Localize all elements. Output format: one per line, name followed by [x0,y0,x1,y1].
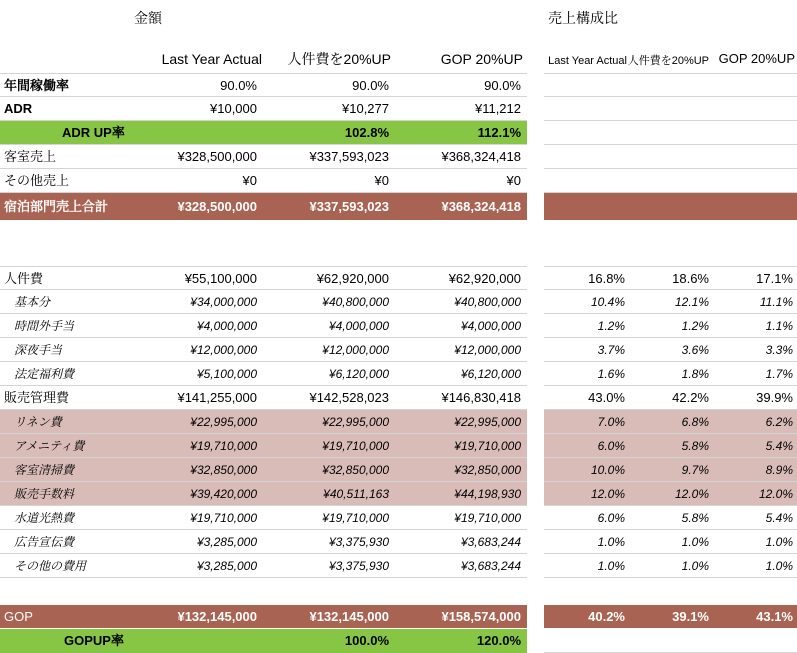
ratio-row-total-sales [544,193,797,220]
table-row-commission [0,482,527,506]
ratio-labor-up: 9.7% [681,463,709,477]
cell-labor-up: ¥10,277 [342,101,389,116]
cell-last-year: ¥55,100,000 [184,271,257,286]
row-label: 販売管理費 [4,390,70,405]
cell-labor-up: ¥3,375,930 [328,535,389,549]
ratio-row-labor [544,266,797,290]
cell-gop-up: 90.0% [484,78,521,93]
cell-labor-up: 102.8% [344,125,389,140]
cell-gop-up: ¥19,710,000 [454,511,521,525]
ratio-labor-up: 1.2% [681,319,709,333]
row-label: ADR UP率 [62,125,125,140]
row-label: 宿泊部門売上合計 [4,199,109,214]
cell-last-year: ¥12,000,000 [190,343,257,357]
ratio-gop-up: 1.1% [765,319,793,333]
row-label: 客室売上 [4,149,57,164]
row-label: 深夜手当 [14,343,63,357]
ratio-gop-up: 1.7% [765,367,793,381]
cell-gop-up: ¥146,830,418 [441,390,521,405]
ratio-last-year: 12.0% [590,487,625,501]
ratio-labor-up: 18.6% [672,271,709,286]
ratio-labor-up: 1.8% [681,367,709,381]
ratio-labor-up: 6.8% [681,415,709,429]
cell-gop-up: ¥62,920,000 [448,271,521,286]
row-label: その他売上 [4,173,70,188]
cell-gop-up: ¥11,212 [474,101,521,116]
ratio-last-year: 16.8% [588,271,625,286]
cell-labor-up: ¥337,593,023 [309,199,389,214]
cell-labor-up: ¥4,000,000 [328,319,389,333]
table-row-cleaning [0,458,527,482]
ratio-row-occupancy [544,73,797,97]
ratio-labor-up: 12.0% [674,487,709,501]
cell-labor-up: ¥132,145,000 [309,609,389,624]
cell-labor-up: ¥337,593,023 [309,149,389,164]
cell-labor-up: ¥40,511,163 [323,487,389,501]
cell-labor-up: ¥3,375,930 [328,559,389,573]
ratio-last-year: 1.0% [597,559,625,573]
ratio-gop-up: 17.1% [756,271,793,286]
ratio-last-year: 10.4% [590,295,625,309]
ratio-gop-up: 39.9% [756,390,793,405]
ratio-row-room-sales [544,145,797,169]
cell-labor-up: ¥62,920,000 [316,271,389,286]
table-row-base-pay [0,290,527,314]
cell-last-year: ¥141,255,000 [177,390,257,405]
table-row-gop [0,605,527,628]
col-header-gop-up: GOP 20%UP [440,51,523,67]
table-row-gop-up [0,629,527,653]
row-label: GOP [4,609,33,624]
cell-gop-up: ¥368,324,418 [441,199,521,214]
table-row-other-sales [0,169,527,193]
row-label: 時間外手当 [14,319,75,333]
table-row-occupancy [0,73,527,97]
cell-gop-up: ¥12,000,000 [454,343,521,357]
table-row-room-sales [0,145,527,169]
row-label: 年間稼働率 [4,78,70,93]
ratio-gop-up: 12.0% [758,487,793,501]
ratio-last-year: 10.0% [590,463,625,477]
cell-labor-up: ¥19,710,000 [322,511,389,525]
row-label: 販売手数料 [14,487,75,501]
table-row-utilities [0,506,527,530]
cell-gop-up: ¥158,574,000 [441,609,521,624]
ratio-gop-up: 6.2% [765,415,793,429]
ratio-row-sga [544,386,797,410]
cell-last-year: ¥132,145,000 [177,609,257,624]
ratio-last-year: 7.0% [597,415,625,429]
ratio-labor-up: 5.8% [681,439,709,453]
ratio-row-linen [544,410,797,434]
ratio-row-cleaning [544,458,797,482]
cell-labor-up: 100.0% [344,633,389,648]
row-label: ADR [4,101,33,116]
cell-labor-up: ¥142,528,023 [309,390,389,405]
table-row-overtime [0,314,527,338]
cell-gop-up: ¥3,683,244 [460,559,521,573]
ratio-gop-up: 43.1% [756,609,793,624]
ratio-labor-up: 12.1% [674,295,709,309]
cell-last-year: ¥39,420,000 [190,487,257,501]
cell-labor-up: 90.0% [352,78,389,93]
cell-gop-up: ¥368,324,418 [441,149,521,164]
cell-labor-up: ¥40,800,000 [322,295,389,309]
ratio-labor-up: 5.8% [681,511,709,525]
ratio-last-year: 6.0% [597,511,625,525]
ratio-labor-up: 42.2% [672,390,709,405]
ratio-row-night [544,338,797,362]
ratio-gop-up: 11.1% [759,295,793,309]
ratio-last-year: 43.0% [588,390,625,405]
cell-labor-up: ¥32,850,000 [322,463,389,477]
ratio-gop-up: 5.4% [765,439,793,453]
ratio-row-other-cost [544,554,797,578]
cell-last-year: ¥32,850,000 [190,463,257,477]
ratio-row-utilities [544,506,797,530]
cell-last-year: 90.0% [220,78,257,93]
ratio-last-year: 1.6% [597,367,625,381]
cell-last-year: ¥5,100,000 [196,367,257,381]
ratio-row-welfare [544,362,797,386]
ratio-last-year: 1.2% [597,319,625,333]
ratio-labor-up: 1.0% [681,535,709,549]
cell-gop-up: ¥32,850,000 [454,463,521,477]
ratio-row-commission [544,482,797,506]
cell-last-year: ¥3,285,000 [196,535,257,549]
ratio-row-other-sales [544,169,797,193]
cell-gop-up: ¥6,120,000 [460,367,521,381]
table-row-linen [0,410,527,434]
cell-gop-up: 112.1% [477,125,521,140]
ratio-row-adr-up [544,121,797,145]
row-label: 基本分 [14,295,51,309]
ratio-row-amenity [544,434,797,458]
row-label: アメニティ費 [14,439,85,453]
cell-labor-up: ¥19,710,000 [322,439,389,453]
table-row-adr [0,97,527,121]
table-row-adr-up [0,121,527,145]
ratio-gop-up: 3.3% [765,343,793,357]
table-row-night [0,338,527,362]
cell-gop-up: ¥3,683,244 [460,535,521,549]
cell-last-year: ¥22,995,000 [190,415,257,429]
cell-gop-up: ¥44,198,930 [454,487,521,501]
row-label: 法定福利費 [14,367,75,381]
cell-gop-up: ¥0 [506,173,521,188]
cell-gop-up: 120.0% [476,633,521,648]
ratio-table [544,0,797,653]
cell-last-year: ¥4,000,000 [196,319,257,333]
row-label: リネン費 [14,415,62,429]
ratio-row-gop [544,605,797,628]
cell-gop-up: ¥40,800,000 [454,295,521,309]
ratio-row-adr [544,97,797,121]
row-label: 客室清掃費 [14,463,75,477]
ratio-gop-up: 1.0% [765,535,793,549]
row-label: その他の費用 [14,559,87,573]
ratio-row-overtime [544,314,797,338]
cell-labor-up: ¥12,000,000 [322,343,389,357]
ratio-labor-up: 3.6% [681,343,709,357]
cell-labor-up: ¥0 [374,173,389,188]
col-header-labor-up: 人件費を20%UP [287,51,391,67]
ratio-row-base-pay [544,290,797,314]
ratio-last-year: 40.2% [588,609,625,624]
cell-last-year: ¥328,500,000 [177,149,257,164]
table-row-other-cost [0,554,527,578]
row-label: GOPUP率 [64,633,124,648]
cell-last-year: ¥34,000,000 [190,295,257,309]
cell-gop-up: ¥22,995,000 [454,415,521,429]
ratio-last-year: 6.0% [597,439,625,453]
table-row-welfare [0,362,527,386]
row-label: 広告宣伝費 [14,535,75,549]
amount-section-title: 金額 [134,10,162,26]
row-label: 水道光熱費 [14,511,75,525]
ratio-gop-up: 1.0% [765,559,793,573]
table-row-advertising [0,530,527,554]
col-header-last-year: Last Year Actual [161,51,262,67]
cell-last-year: ¥10,000 [210,101,257,116]
ratio-row-gop-up [544,629,797,653]
ratio-row-advertising [544,530,797,554]
ratio-section-title: 売上構成比 [548,10,618,26]
table-row-labor [0,266,527,290]
ratio-gop-up: 5.4% [765,511,793,525]
row-label: 人件費 [4,271,44,286]
table-row-sga [0,386,527,410]
cell-labor-up: ¥6,120,000 [328,367,389,381]
ratio-gop-up: 8.9% [765,463,793,477]
cell-last-year: ¥0 [242,173,257,188]
ratio-last-year: 1.0% [597,535,625,549]
table-row-amenity [0,434,527,458]
cell-last-year: ¥3,285,000 [196,559,257,573]
ratio-labor-up: 1.0% [681,559,709,573]
cell-gop-up: ¥4,000,000 [460,319,521,333]
cell-last-year: ¥328,500,000 [177,199,257,214]
ratio-header-last-year: Last Year Actual [548,55,627,67]
cell-labor-up: ¥22,995,000 [322,415,389,429]
ratio-last-year: 3.7% [597,343,625,357]
cell-gop-up: ¥19,710,000 [454,439,521,453]
cell-last-year: ¥19,710,000 [190,439,257,453]
ratio-labor-up: 39.1% [672,609,709,624]
ratio-header-labor-up: 人件費を20%UP [627,55,709,67]
ratio-header-gop-up: GOP 20%UP [718,51,795,66]
table-row-total-sales [0,193,527,220]
cell-last-year: ¥19,710,000 [190,511,257,525]
